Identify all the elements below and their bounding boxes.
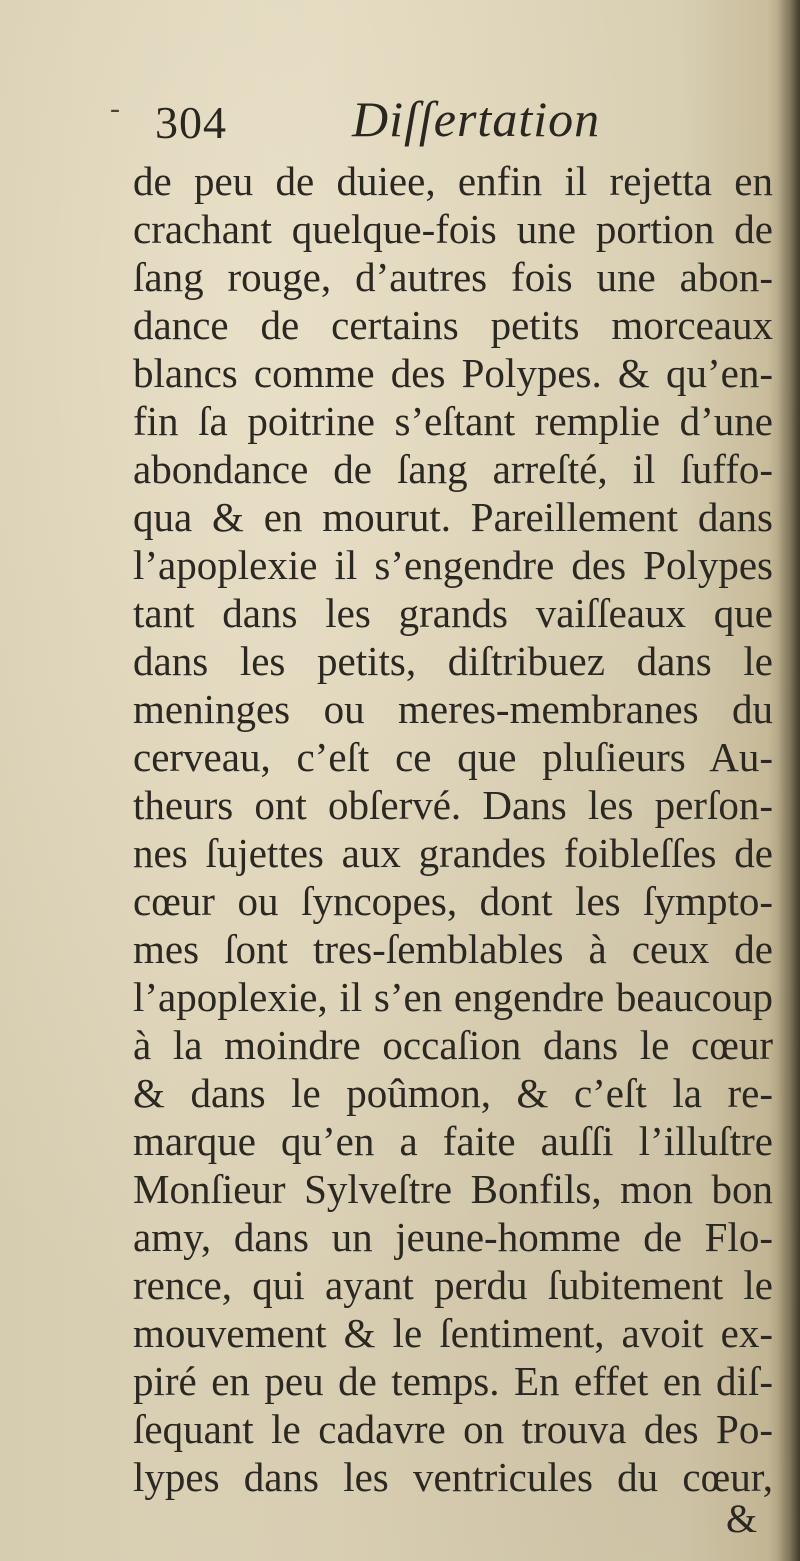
text-line: lypes dans les ventricules du cœur, bbox=[133, 1454, 773, 1500]
text-line: tant dans les grands vaiſſeaux que bbox=[133, 590, 773, 636]
text-line: piré en peu de temps. En effet en diſ- bbox=[133, 1358, 773, 1404]
text-line: dans les petits, diſtribuez dans le bbox=[133, 638, 773, 684]
text-line: à la moindre occaſion dans le cœur bbox=[133, 1022, 773, 1068]
text-line: meninges ou meres-membranes du bbox=[133, 686, 773, 732]
text-line: theurs ont obſervé. Dans les perſon- bbox=[133, 782, 773, 828]
text-line: Monſieur Sylveſtre Bonfils, mon bon bbox=[133, 1166, 773, 1212]
text-line: ſang rouge, d’autres fois une abon- bbox=[133, 254, 773, 300]
text-line: nes ſujettes aux grandes foibleſſes de bbox=[133, 830, 773, 876]
text-line: ſequant le cadavre on trouva des Po- bbox=[133, 1406, 773, 1452]
text-line: cœur ou ſyncopes, dont les ſympto- bbox=[133, 878, 773, 924]
page-number: 304 bbox=[155, 97, 227, 148]
text-line: amy, dans un jeune-homme de Flo- bbox=[133, 1214, 773, 1260]
text-line: & dans le poûmon, & c’eſt la re- bbox=[133, 1070, 773, 1116]
text-line: mouvement & le ſentiment, avoit ex- bbox=[133, 1310, 773, 1356]
text-line: cerveau, c’eſt ce que pluſieurs Au- bbox=[133, 734, 773, 780]
text-line: l’apoplexie, il s’en engendre beaucoup bbox=[133, 974, 773, 1020]
text-line: marque qu’en a faite auſſi l’illuſtre bbox=[133, 1118, 773, 1164]
text-line: de peu de duiee, enfin il rejetta en bbox=[133, 158, 773, 204]
text-line: qua & en mourut. Pareillement dans bbox=[133, 494, 773, 540]
text-line: crachant quelque-fois une portion de bbox=[133, 206, 773, 252]
catchword: & bbox=[726, 1496, 758, 1541]
text-line: l’apoplexie il s’engendre des Polypes bbox=[133, 542, 773, 588]
text-line: dance de certains petits morceaux bbox=[133, 302, 773, 348]
running-title: Diſſertation bbox=[352, 91, 601, 147]
text-line: mes ſont tres-ſemblables à ceux de bbox=[133, 926, 773, 972]
text-line: blancs comme des Polypes. & qu’en- bbox=[133, 350, 773, 396]
text-line: abondance de ſang arreſté, il ſuffo- bbox=[133, 446, 773, 492]
text-line: fin ſa poitrine s’eſtant remplie d’une bbox=[133, 398, 773, 444]
margin-dash-mark: - bbox=[110, 92, 120, 125]
text-line: rence, qui ayant perdu ſubitement le bbox=[133, 1262, 773, 1308]
